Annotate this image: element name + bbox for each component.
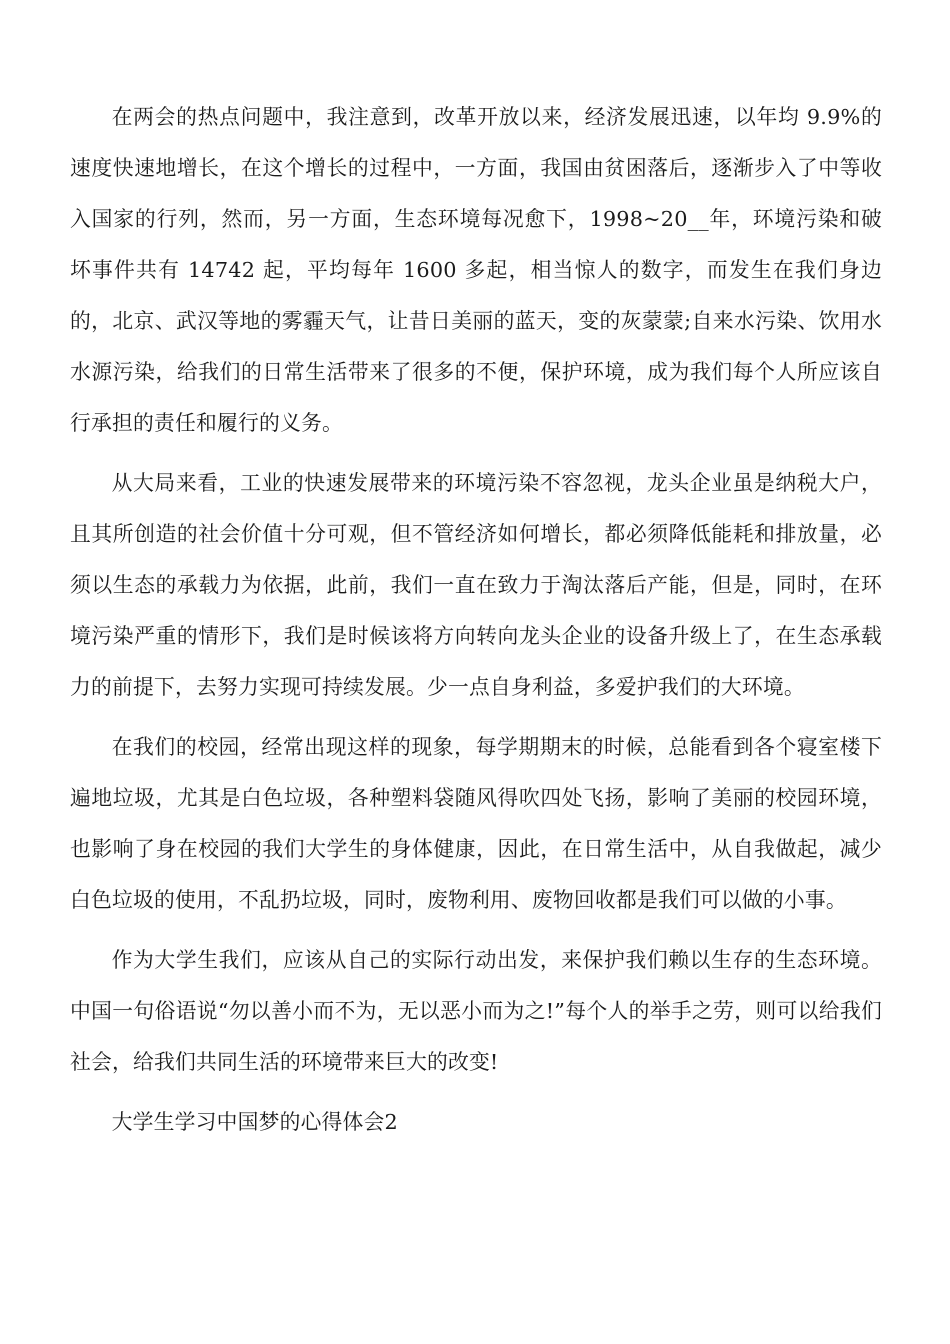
section-heading: 大学生学习中国梦的心得体会2	[111, 1110, 398, 1134]
paragraph-2: 从大局来看，工业的快速发展带来的环境污染不容忽视，龙头企业虽是纳税大户，且其所创造的社会价值十分可观，但不管经济如何增长，都必须降低能耗和排放量，必须以生态的承载力为依据，此前，我们一直在致力于淘汰落后产能，但是，同时，在环境污染严重的情形下，我们是时候该将方向转向龙头企业的设备升级上了，在生态承载力的前提下，去努力实现可持续发展。少一点自身利益，多爱护我们的大环境。	[70, 471, 882, 699]
document-body	[70, 92, 882, 1148]
paragraph-3: 在我们的校园，经常出现这样的现象，每学期期末的时候，总能看到各个寝室楼下遍地垃圾，尤其是白色垃圾，各种塑料袋随风得吹四处飞扬，影响了美丽的校园环境，也影响了身在校园的我们大学生的身体健康，因此，在日常生活中，从自我做起，减少白色垃圾的使用，不乱扔垃圾，同时，废物利用、废物回收都是我们可以做的小事。	[70, 735, 882, 912]
paragraph-1: 在两会的热点问题中，我注意到，改革开放以来，经济发展迅速，以年均 9.9%的速度快速地增长，在这个增长的过程中，一方面，我国由贫困落后，逐渐步入了中等收入国家的行列，然而，另一方面，生态环境每况愈下，1998~20__年，环境污染和破坏事件共有 14742 起，平均每年 1600 多起，相当惊人的数字，而发生在我们身边的，北京、武汉等地的雾霾天气，让昔日美丽的蓝天，变的灰蒙蒙;自来水污染、饮用水水源污染，给我们的日常生活带来了很多的不便，保护环境，成为我们每个人所应该自行承担的责任和履行的义务。	[70, 105, 882, 435]
paragraph-4: 作为大学生我们，应该从自己的实际行动出发，来保护我们赖以生存的生态环境。中国一句俗语说“勿以善小而不为，无以恶小而为之!”每个人的举手之劳，则可以给我们社会，给我们共同生活的环境带来巨大的改变!	[70, 948, 882, 1074]
